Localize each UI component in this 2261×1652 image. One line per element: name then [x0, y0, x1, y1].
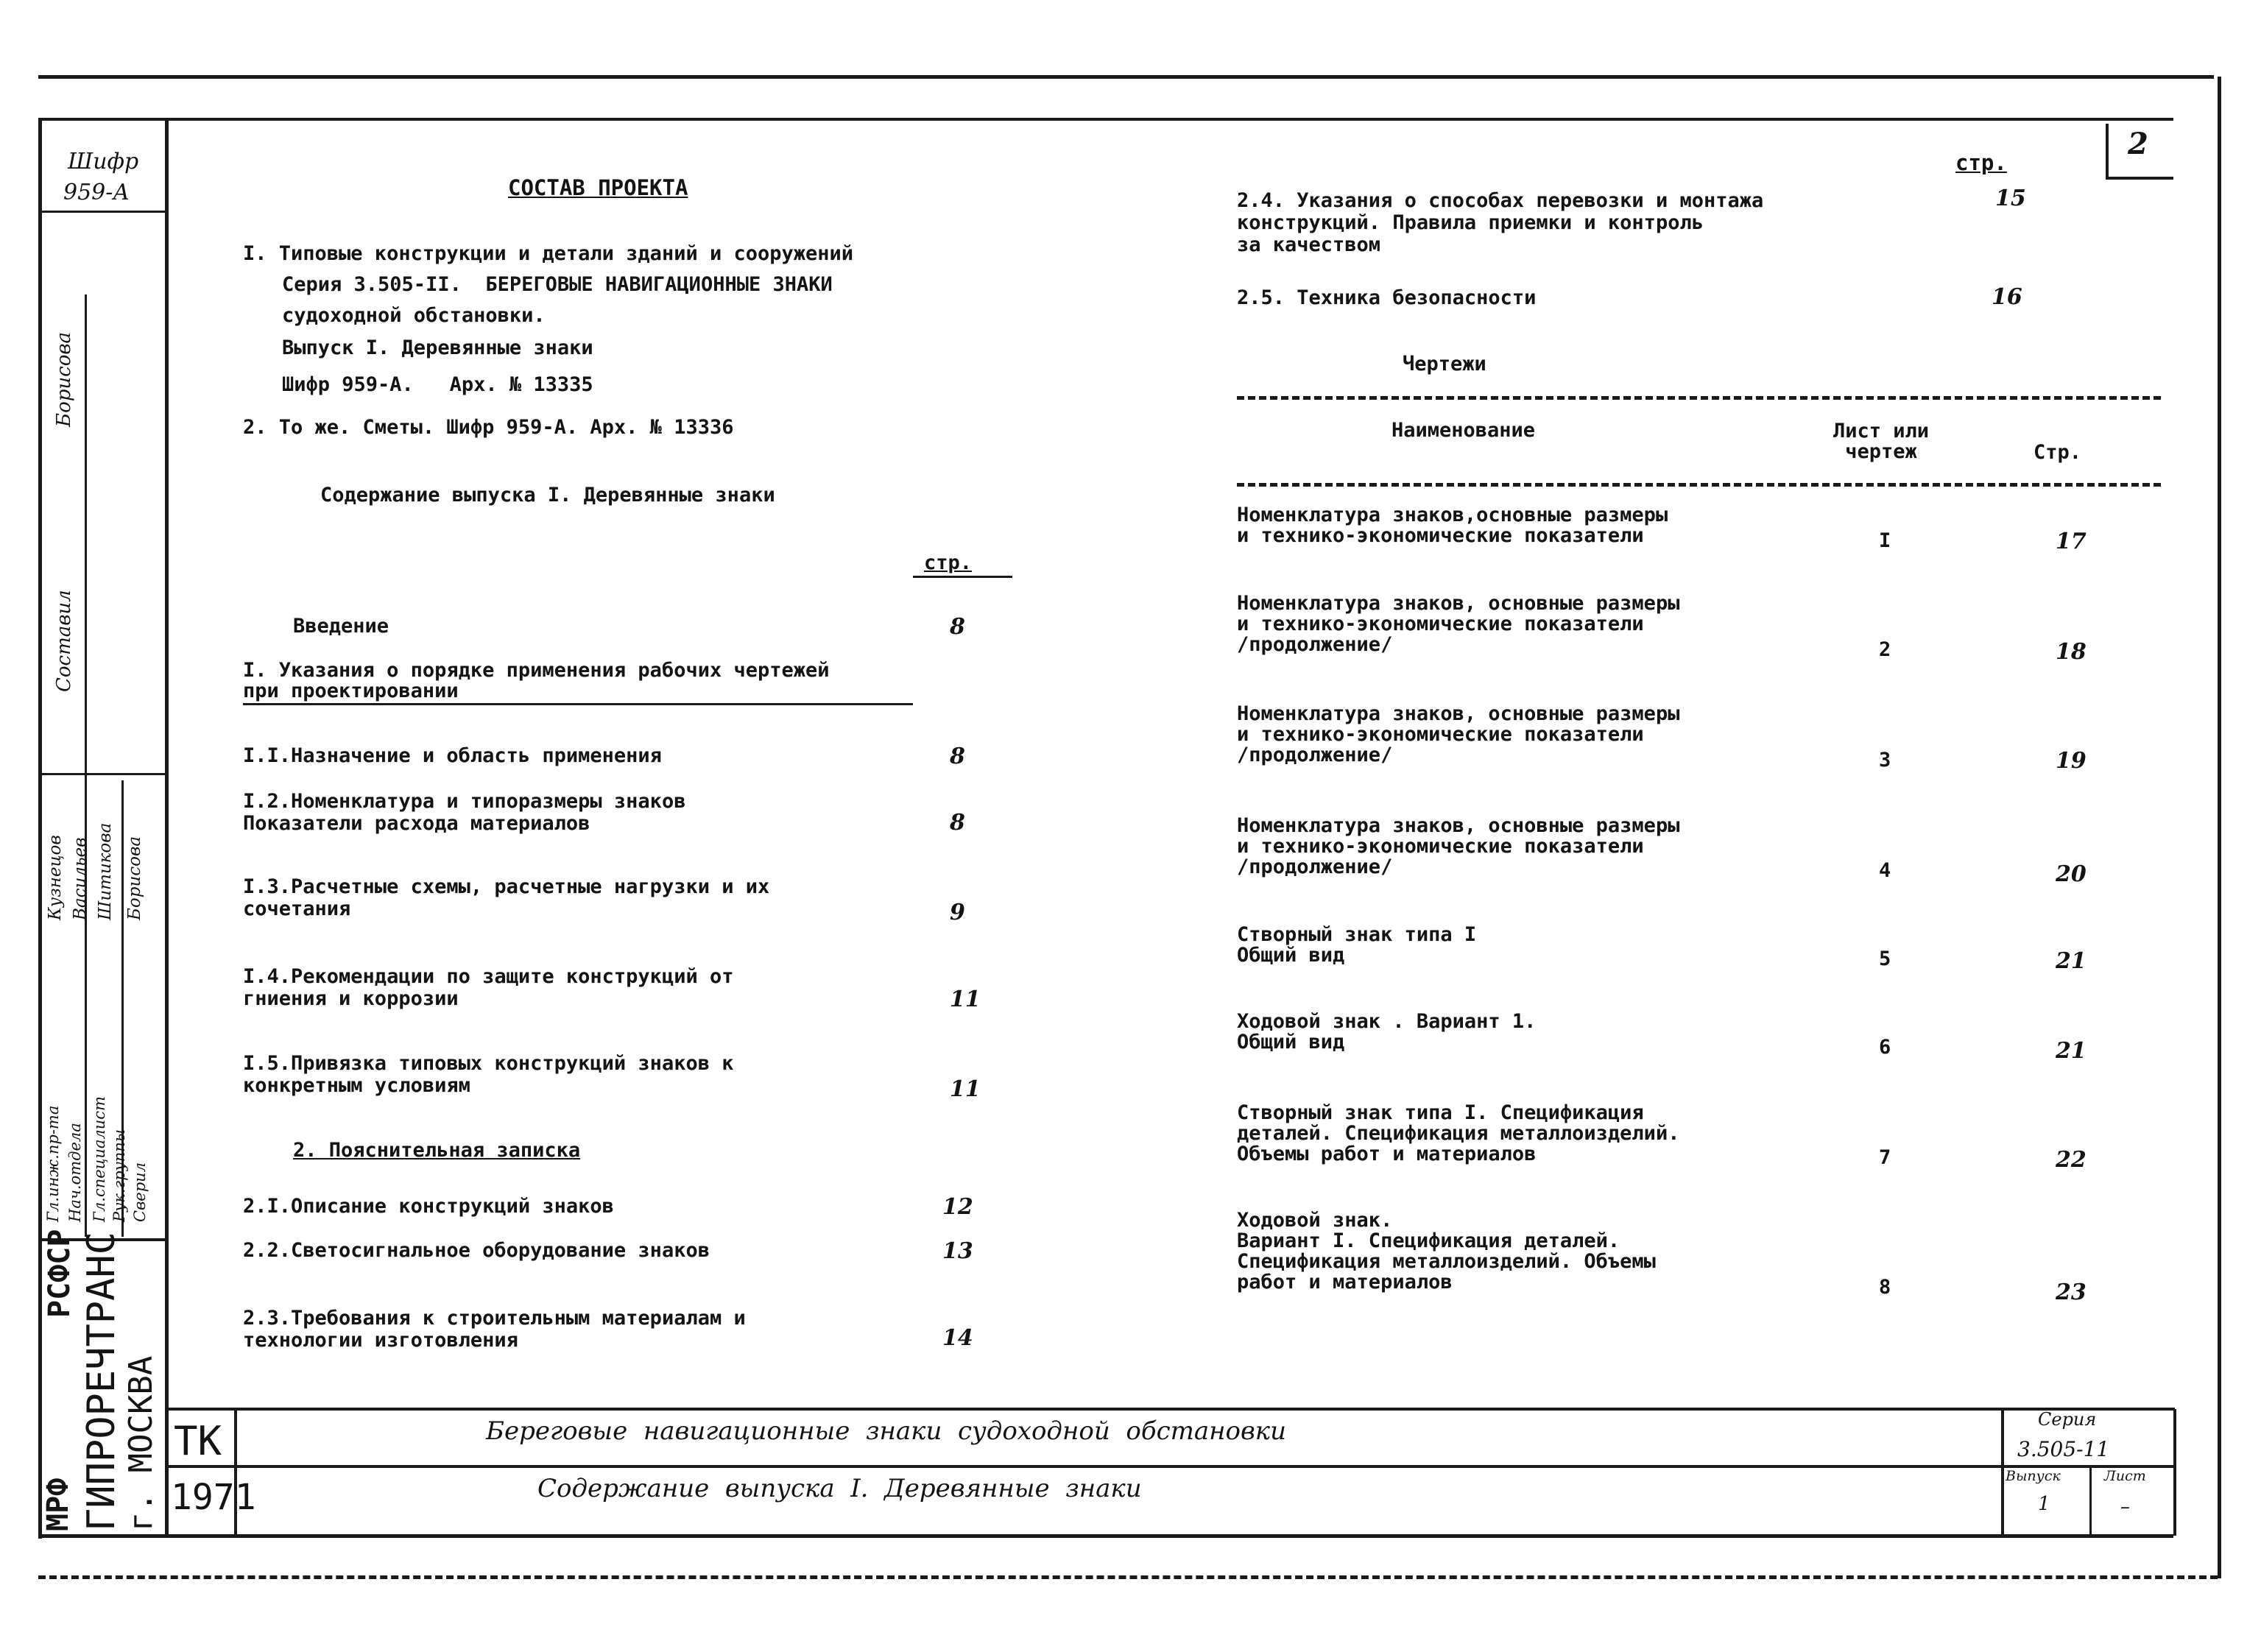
table-row-7-sheet: 7 [1879, 1146, 1891, 1169]
sec1-line2: при проектировании [243, 679, 459, 702]
strip-col-1 [85, 294, 87, 1237]
title-block-line1: Береговые навигационные знаки судоходной обстановки [486, 1416, 1286, 1446]
title-block-right-edge [2173, 1409, 2176, 1536]
strip-org-mrf: МРФ [41, 1478, 75, 1531]
table-row-3-sheet: 3 [1879, 749, 1891, 772]
table-row-6-sheet: 6 [1879, 1036, 1891, 1059]
title-block-mid-line [169, 1465, 2175, 1468]
table-row-1-name: Номенклатура знаков,основные размеры и технико-экономические показатели [1237, 504, 1668, 547]
table-row-8-page: 23 [2056, 1279, 2087, 1305]
table-row-1-sheet: I [1879, 529, 1891, 552]
toc-page-1-1: 8 [950, 744, 965, 769]
strip-city: г. МОСКВА [122, 1355, 160, 1531]
table-row-8-name: Ходовой знак. Вариант I. Спецификация деталей. Спецификация металлоизделий. Объемы работ и материалов [1237, 1209, 1656, 1293]
strip-role-4: Рук.группы [110, 1129, 128, 1222]
strip-top-name-1: Составил [53, 590, 75, 692]
table-row-5-page: 21 [2056, 948, 2087, 974]
frame-inner-top-line [38, 118, 2173, 121]
table-row-2-name: Номенклатура знаков, основные размеры и технико-экономические показатели /продолжение/ [1237, 592, 1680, 656]
title-block-top-line [169, 1408, 2175, 1411]
strip-role-2: Нач.отдела [66, 1123, 84, 1222]
table-row-2-page: 18 [2056, 639, 2087, 665]
sec1-underline [243, 703, 913, 705]
sheet-number: 2 [2128, 127, 2148, 161]
project-item2: 2. То же. Сметы. Шифр 959-А. Арх. № 13336 [243, 416, 734, 439]
strip-top-name-2: Борисова [53, 332, 75, 427]
table-top-dash [1237, 396, 2161, 400]
table-row-6-page: 21 [2056, 1038, 2087, 1064]
strip-org-giprorechtrans: ГИПРОРЕЧТРАНС [80, 1232, 124, 1531]
series-value: 3.505-11 [2017, 1437, 2110, 1461]
table-header-page: Стр. [2034, 441, 2082, 464]
toc-item-2-3: 2.3.Требования к строительным материалам и технологии изготовления [243, 1307, 746, 1352]
toc-page-2-2: 13 [942, 1238, 973, 1264]
sheet-value: – [2120, 1496, 2130, 1518]
table-row-7-name: Створный знак типа I. Спецификация деталей. Спецификация металлоизделий. Объемы работ и материалов [1237, 1101, 1680, 1165]
title-block-right-divider [2001, 1409, 2004, 1536]
toc-page-1-2: 8 [950, 810, 965, 836]
strip-divider-1 [38, 211, 165, 213]
project-item1-line5: Шифр 959-А. Арх. № 13335 [282, 373, 593, 396]
frame-top-line [38, 75, 2214, 79]
strip-role-3: Гл.специалист [91, 1096, 108, 1222]
strip-name-2: Васильев [71, 837, 90, 920]
issue-value: 1 [2038, 1493, 2050, 1515]
toc-item-2-1: 2.I.Описание конструкций знаков [243, 1195, 614, 1218]
table-row-7-page: 22 [2056, 1147, 2087, 1173]
project-item1-line2: Серия 3.505-II. БЕРЕГОВЫЕ НАВИГАЦИОННЫЕ ЗНАКИ [282, 273, 833, 296]
title-block-tk: ТК [174, 1418, 222, 1464]
page-title: СОСТАВ ПРОЕКТА [508, 175, 688, 200]
toc-item-1-3: I.3.Расчетные схемы, расчетные нагрузки и их сочетания [243, 875, 770, 920]
series-label: Серия [2038, 1409, 2097, 1430]
strip-name-4: Борисова [125, 836, 144, 920]
toc-item-2-2: 2.2.Светосигнальное оборудование знаков [243, 1239, 710, 1262]
table-header-sheet: Лист или чертеж [1833, 420, 1930, 463]
toc-page-1-3: 9 [950, 900, 965, 925]
strip-org-rsfsr: РСФСР [43, 1229, 77, 1318]
table-row-4-name: Номенклатура знаков, основные размеры и технико-экономические показатели /продолжение/ [1237, 814, 1680, 878]
frame-inner-left-line [165, 118, 169, 1535]
project-item1-line4: Выпуск I. Деревянные знаки [282, 336, 593, 359]
toc-page-2-5: 16 [1992, 284, 2022, 310]
toc-page-2-1: 12 [942, 1194, 973, 1220]
frame-left-line [38, 118, 42, 1539]
left-page-col-underline [913, 576, 1012, 578]
table-header-name: Наименование [1391, 419, 1536, 442]
strip-role-1: Гл.инж.пр-та [44, 1105, 62, 1222]
toc-page-1-5: 11 [950, 1076, 981, 1102]
title-block-line2: Содержание выпуска I. Деревянные знаки [537, 1474, 1142, 1503]
toc-item-1-1: I.I.Назначение и область применения [243, 744, 662, 767]
intro-label: Введение [293, 615, 389, 638]
frame-bottom-line [38, 1534, 2173, 1538]
toc-item-2-4: 2.4. Указания о способах перевозки и монтажа конструкций. Правила приемки и контроль за качеством [1237, 189, 1764, 256]
issue-title: Содержание выпуска I. Деревянные знаки [320, 484, 775, 506]
stamp-code-label: Шифр [68, 149, 139, 174]
strip-name-3: Шитикова [96, 822, 115, 920]
issue-label: Выпуск [2006, 1468, 2061, 1484]
table-row-4-page: 20 [2056, 861, 2087, 887]
frame-outer-bottom-dash [38, 1575, 2218, 1579]
table-header-dash [1237, 483, 2161, 487]
sec2-title: 2. Пояснительная записка [293, 1139, 581, 1162]
table-row-5-name: Створный знак типа I Общий вид [1237, 923, 1477, 967]
table-row-2-sheet: 2 [1879, 638, 1891, 661]
table-row-4-sheet: 4 [1879, 859, 1891, 882]
table-row-8-sheet: 8 [1879, 1276, 1891, 1299]
frame-right-line [2218, 77, 2221, 1578]
sec1-line1: I. Указания о порядке применения рабочих чертежей [243, 659, 830, 682]
table-row-3-page: 19 [2056, 748, 2087, 774]
strip-role-5: Сверил [131, 1162, 149, 1222]
toc-page-2-3: 14 [942, 1325, 973, 1351]
strip-name-1: Кузнецов [46, 835, 65, 920]
strip-divider-2 [38, 773, 165, 775]
toc-item-2-5: 2.5. Техника безопасности [1237, 286, 1537, 309]
page-label: стр. [1955, 150, 2007, 175]
table-row-5-sheet: 5 [1879, 947, 1891, 970]
left-page-col-label: стр. [924, 551, 973, 574]
project-item1-line1: I. Типовые конструкции и детали зданий и сооружений [243, 242, 854, 265]
title-block-sheet-divider [2089, 1466, 2092, 1536]
table-row-1-page: 17 [2056, 529, 2087, 554]
stamp-code-value: 959-А [63, 180, 130, 205]
table-row-3-name: Номенклатура знаков, основные размеры и технико-экономические показатели /продолжение/ [1237, 702, 1680, 766]
drawings-title: Чертежи [1403, 353, 1486, 375]
toc-item-1-5: I.5.Привязка типовых конструкций знаков к конкретным условиям [243, 1052, 734, 1097]
table-row-6-name: Ходовой знак . Вариант 1. Общий вид [1237, 1010, 1537, 1053]
toc-page-1-4: 11 [950, 986, 981, 1012]
sheet-label: Лист [2104, 1468, 2146, 1484]
toc-page-2-4: 15 [1995, 186, 2026, 211]
intro-page: 8 [950, 614, 965, 640]
title-block-year: 1971 [171, 1477, 256, 1518]
project-item1-line3: судоходной обстановки. [282, 304, 546, 327]
toc-item-1-2: I.2.Номенклатура и типоразмеры знаков Показатели расхода материалов [243, 790, 686, 835]
toc-item-1-4: I.4.Рекомендации по защите конструкций от гниения и коррозии [243, 965, 734, 1010]
